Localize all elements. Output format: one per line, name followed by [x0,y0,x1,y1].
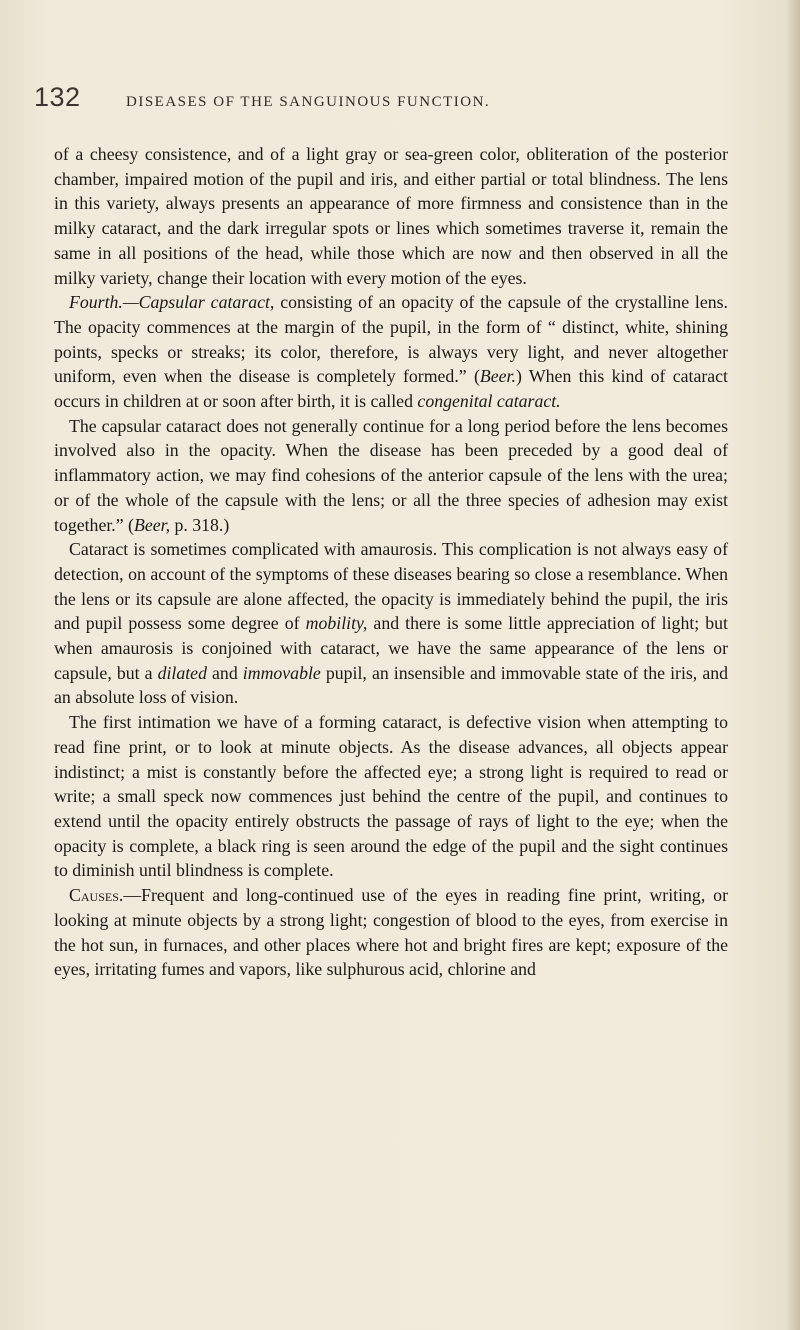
citation-beer-318: Beer, [133,514,171,535]
paragraph-3-text-a: The capsular cataract does not generally continue for a long period before the lens becomes involved also in the opacity. When the disease has been preceded by a good deal of inflammatory action, we may find cohesions of the anterior capsule of the lens with the urea; or of the whole of the capsule with the lens; or all the three species of adhesion may exist together.” ( [54,415,728,535]
capsular-cataract-heading: Fourth.—Capsular cataract, [69,292,275,313]
paragraph-1 [54,142,728,290]
page-header [34,82,734,116]
paragraph-5 [54,710,728,883]
paragraph-4-text-b: and there is some little appreciation of light; but when amaurosis is conjoined with cataract, we have the same appearance of the lens or capsule, but a [54,613,728,683]
paragraph-3 [54,414,728,538]
paragraph-4-text-a: Cataract is sometimes complicated with amaurosis. This complication is not always easy of detection, on account of the symptoms of these diseases bearing so close a resemblance. When the lens or its capsule are alone affected, the opacity is immediately behind the pupil, the iris and pupil possess some degree of [54,539,728,634]
page-edge-shadow [786,0,800,1330]
citation-beer: Beer. [479,366,516,387]
paragraph-4 [54,537,728,710]
congenital-cataract-term: congenital cataract. [417,391,561,412]
running-head: DISEASES OF THE SANGUINOUS FUNCTION. [126,94,491,110]
causes-heading: Causes. [69,885,124,906]
paragraph-3-text-b: p. 318.) [170,514,230,535]
paragraph-6-text: —Frequent and long-continued use of the eyes in reading fine print, writing, or looking at minute objects by a strong light; congestion of blood to the eyes, from exercise in the hot sun, in furnaces, and other places where hot and bright fires are kept; exposure of the eyes, irritating fumes and vapors, like sulphurous acid, chlorine and [54,885,728,980]
paragraph-2 [54,290,728,414]
paragraph-2-text-a: consisting of an opacity of the capsule of the crystalline lens. The opacity commences at the margin of the pupil, in the form of “ distinct, white, shining points, specks or streaks; its color, therefore, is always very light, and never altogether uniform, even when the disease is completely formed.” ( [54,292,728,387]
term-dilated: dilated [157,662,207,683]
page-number: 132 [34,82,81,112]
term-immovable: immovable [242,662,321,683]
paragraph-4-text-c: and [206,662,243,683]
paragraph-6 [54,883,728,982]
body-text [54,142,728,982]
paragraph-1-text: of a cheesy consistence, and of a light gray or sea-green color, obliteration of the posterior chamber, impaired motion of the pupil and iris, and either partial or total blindness. The lens in this variety, always presents an appearance of more firmness and consistence than in the milky cataract, and the dark irregular spots or lines which sometimes traverse it, remain the same in all positions of the head, while those which are now and then observed in all the milky variety, change their location with every motion of the eyes. [54,144,728,288]
term-mobility: mobility, [305,613,368,634]
paragraph-2-text-b: ) When this kind of cataract occurs in children at or soon after birth, it is called [54,366,728,412]
paragraph-5-text: The first intimation we have of a forming cataract, is defective vision when attempting to read fine print, or to look at minute objects. As the disease advances, all objects appear indistinct; a mist is constantly before the affected eye; a strong light is required to read or write; a small speck now commences just behind the centre of the pupil, and continues to extend until the opacity entirely obstructs the passage of rays of light to the eye; when the opacity is complete, a black ring is seen around the edge of the pupil and the sight continues to diminish until blindness is complete. [54,712,728,881]
paragraph-4-text-d: pupil, an insensible and immovable state of the iris, and an absolute loss of vision. [54,662,728,708]
